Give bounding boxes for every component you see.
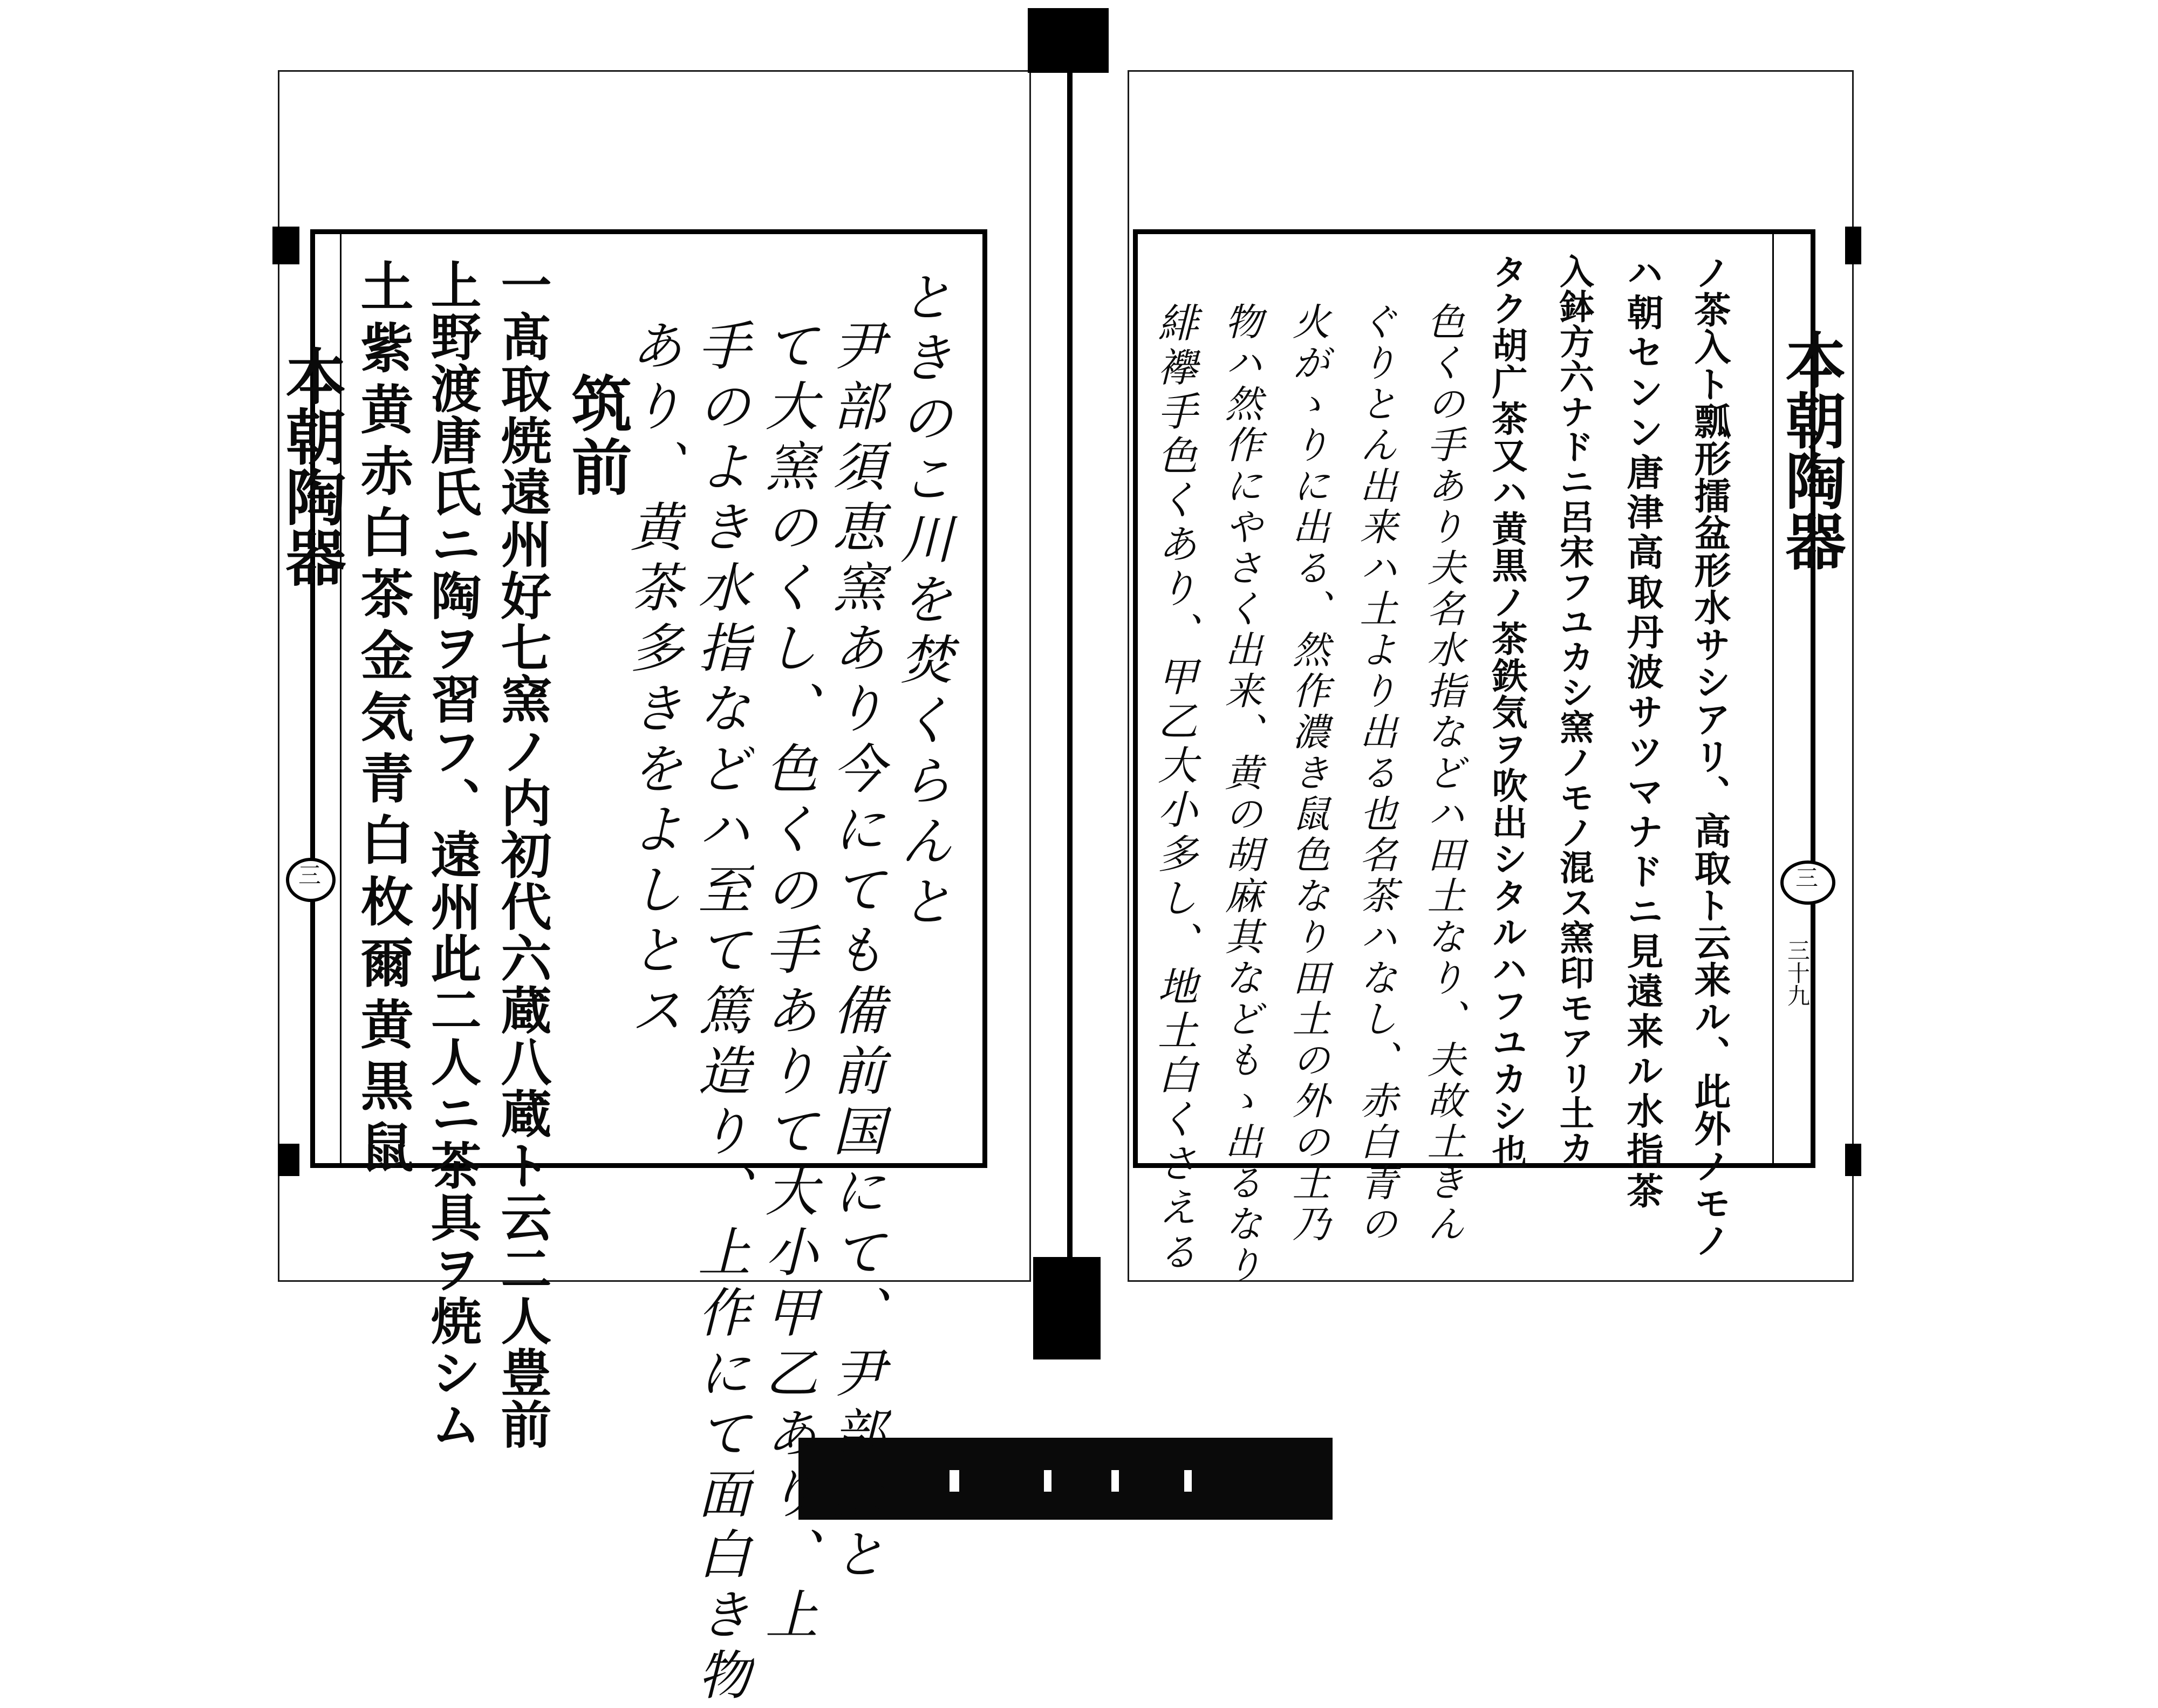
bottom-label-mark-2	[1044, 1470, 1051, 1492]
right-edge-mark-top	[1845, 227, 1861, 264]
left-col-1: ときのこ川を焚くらんと	[891, 270, 953, 934]
left-col-2: 尹部須恵窯あり今にても備前国にて、尹部窯と	[824, 318, 885, 1587]
right-col-5: 色くの手あり夫名水指などハ田土なり、夫故土きん	[1421, 302, 1465, 1245]
bottom-label-mark-3	[1111, 1470, 1119, 1492]
right-col-4: タク胡广茶又ハ黄黒ノ茶鉄気ヲ吹出シタルハフユカシ也	[1486, 254, 1528, 1171]
right-col-6: ぐりとん出来ハ土より出る也名茶ハなし、赤白青の	[1354, 302, 1398, 1245]
spine-cap-top	[1028, 8, 1109, 73]
left-col-6-section-heading: 筑前	[562, 372, 632, 500]
right-edge-mark-bottom	[1845, 1144, 1861, 1176]
left-col-4: 手のよき水指などハ至て篤造り、上作にて面白き物	[689, 318, 750, 1708]
bottom-label-mark-1	[950, 1470, 959, 1492]
right-col-7: 火がゝりに出る、然作濃き鼠色なり田土の外の土乃	[1286, 302, 1330, 1245]
left-edge-mark-bottom	[278, 1144, 299, 1176]
left-page-header: 本朝陶器	[276, 345, 346, 587]
left-col-8: 上野渡唐氏ニ陶ヲ習フ、遠州此二人ニ茶具ヲ焼シム	[422, 259, 481, 1450]
right-page-fishtail-mark: 三	[1792, 866, 1819, 889]
right-col-9: 緋襷手色くあり、甲乙大小多し、地土白くさえる	[1151, 302, 1198, 1275]
left-page-fishtail-mark: 三	[295, 863, 322, 886]
left-col-9: 土紫黄赤白茶金気青白枚爾黄黒鼠	[352, 259, 414, 1181]
right-page-header-rule	[1772, 234, 1774, 1163]
right-col-8: 物ハ然作にやさく出来、黄の胡麻其などもゝ出るなり	[1219, 302, 1263, 1286]
left-col-5: あり、黄茶多きをよしとス	[622, 318, 683, 1043]
spine-line	[1067, 65, 1073, 1257]
right-page-header: 本朝陶器	[1775, 329, 1846, 571]
left-col-3: て大窯のくし、色くの手ありて大小甲乙あり、上	[756, 318, 818, 1648]
left-edge-mark-top	[272, 227, 299, 264]
left-col-7: 一髙取焼遠州好七窯ノ内初代六蔵八蔵ト云二人豊前	[492, 259, 551, 1450]
right-col-2: ハ朝センン唐津高取丹波サツマナドニ見遠来ル水指茶	[1621, 254, 1664, 1212]
right-page-folio: 三十九	[1784, 939, 1811, 1007]
bottom-label-mark-4	[1184, 1470, 1192, 1492]
right-col-3: 入鉢方六ナドニ呂宋フユカシ窯ノモノ混ス窯印モアリ土カ	[1554, 254, 1594, 1165]
spine-cap-bottom	[1033, 1257, 1101, 1359]
right-col-1: ノ茶入ト瓢形擂盆形水サシアリ、高取ト云来ル、此外ノモノ	[1688, 254, 1731, 1259]
